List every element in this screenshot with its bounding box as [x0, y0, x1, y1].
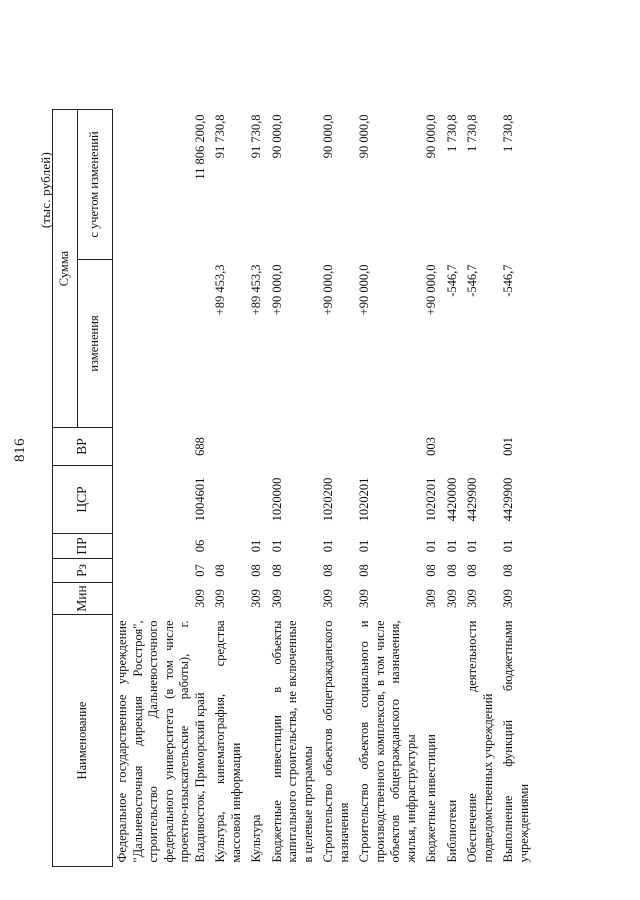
header-rz: Рз [53, 559, 113, 583]
table-row [211, 110, 247, 867]
row-rz: 08 [501, 564, 515, 577]
row-change [113, 260, 212, 428]
header-with-changes: с учетом изменений [78, 110, 113, 260]
row-name: Библиотеки [444, 799, 459, 863]
row-vr: 003 [424, 437, 438, 456]
row-change: +90 000,0 [321, 264, 335, 316]
row-change: -546,7 [465, 264, 479, 297]
header-pr: ПР [53, 534, 113, 559]
row-vr [443, 428, 464, 466]
row-min: 309 [444, 589, 459, 608]
row-pr: 01 [269, 539, 284, 553]
header-vr: ВР [53, 428, 113, 466]
table-row [422, 110, 443, 867]
row-vr [268, 428, 320, 466]
row-total: 90 000,0 [269, 114, 284, 159]
row-pr: 01 [424, 539, 438, 553]
row-rz: 08 [269, 564, 284, 577]
row-total: 91 730,8 [249, 114, 263, 159]
row-min: 309 [357, 589, 371, 608]
row-vr: 001 [501, 437, 515, 456]
row-name: Культура [249, 814, 263, 863]
row-csr: 4420000 [444, 477, 459, 522]
header-name: Наименование [53, 615, 113, 867]
row-change: -546,7 [501, 264, 515, 297]
row-pr: 06 [192, 539, 207, 553]
row-total: 1 730,8 [501, 114, 515, 152]
row-change: +89 453,3 [249, 264, 263, 316]
row-name: Строительство объектов общегражданского назначения [321, 620, 351, 863]
row-min: 309 [321, 589, 335, 608]
table-row [319, 110, 355, 867]
row-name: Федеральное государственное учреждение "Дальневосточная дирекция Росстроя", строительство Дальневосточного федерального университета (в том числе проектно-изыскательские работы), г. Владивосток, Приморский край [115, 620, 207, 863]
row-csr [247, 466, 268, 534]
row-rz: 08 [444, 564, 459, 577]
row-csr: 4429900 [465, 477, 479, 522]
row-min: 309 [501, 589, 515, 608]
row-name: Строительство объектов социального и производственного комплексов, в том числе объектов общегражданского назначения, жилья, инфраструктуры [357, 620, 418, 863]
row-rz: 08 [213, 564, 227, 577]
row-pr [211, 534, 247, 559]
row-csr: 1020200 [321, 477, 335, 522]
row-total: 1 730,8 [444, 114, 459, 152]
row-total: 11 806 200,0 [192, 114, 207, 180]
row-vr [463, 428, 499, 466]
row-change: +90 000,0 [357, 264, 371, 316]
row-total: 1 730,8 [465, 114, 479, 152]
row-change: +90 000,0 [269, 264, 284, 316]
budget-table [52, 109, 535, 867]
row-pr: 01 [465, 539, 479, 553]
row-name: Бюджетные инвестиции в объекты капитального строительства, не включенные в целевые программы [269, 620, 315, 863]
table-row [247, 110, 268, 867]
row-change: +90 000,0 [424, 264, 438, 316]
row-min: 309 [465, 589, 479, 608]
table-row [463, 110, 499, 867]
row-csr: 4429900 [501, 477, 515, 522]
table-row [113, 110, 212, 867]
row-total: 91 730,8 [213, 114, 227, 159]
row-total: 90 000,0 [424, 114, 438, 159]
table-row [499, 110, 535, 867]
row-min: 309 [213, 589, 227, 608]
table-row [443, 110, 464, 867]
table-row [355, 110, 422, 867]
row-csr: 1020000 [269, 477, 284, 522]
row-min: 309 [249, 589, 263, 608]
row-rz: 08 [357, 564, 371, 577]
row-rz: 08 [321, 564, 335, 577]
row-min: 309 [424, 589, 438, 608]
row-name: Бюджетные инвестиции [424, 734, 438, 863]
row-rz: 08 [249, 564, 263, 577]
row-pr: 01 [501, 539, 515, 553]
row-pr: 01 [321, 539, 335, 553]
row-total: 90 000,0 [357, 114, 371, 159]
row-name: Выполнение функций бюджетными учреждениями [501, 620, 531, 863]
row-change: -546,7 [444, 264, 459, 297]
row-vr: 688 [192, 437, 207, 456]
header-csr: ЦСР [53, 466, 113, 534]
row-csr [211, 466, 247, 534]
header-change: изменения [78, 260, 113, 428]
row-min: 309 [192, 589, 207, 608]
page-number: 816 [12, 438, 28, 462]
row-csr: 1020201 [357, 477, 371, 522]
row-name: Культура, кинематография, средства массовой информации [213, 620, 243, 863]
row-pr: 01 [249, 539, 263, 553]
row-change: +89 453,3 [213, 264, 227, 316]
units-note: (тыс. рублей) [38, 152, 53, 229]
row-total: 90 000,0 [321, 114, 335, 159]
row-rz: 08 [424, 564, 438, 577]
row-rz: 07 [192, 564, 207, 577]
row-vr [211, 428, 247, 466]
row-vr [319, 428, 355, 466]
header-sum: Сумма [53, 110, 78, 428]
table-row [268, 110, 320, 867]
row-vr [247, 428, 268, 466]
header-min: Мин [53, 583, 113, 615]
row-pr: 01 [357, 539, 371, 553]
row-csr: 1020201 [424, 477, 438, 522]
row-csr: 1004601 [192, 477, 207, 522]
row-vr [355, 428, 422, 466]
row-name: Обеспечение деятельности подведомственных учреждений [465, 620, 495, 863]
row-min: 309 [269, 589, 284, 608]
row-rz: 08 [465, 564, 479, 577]
row-pr: 01 [444, 539, 459, 553]
